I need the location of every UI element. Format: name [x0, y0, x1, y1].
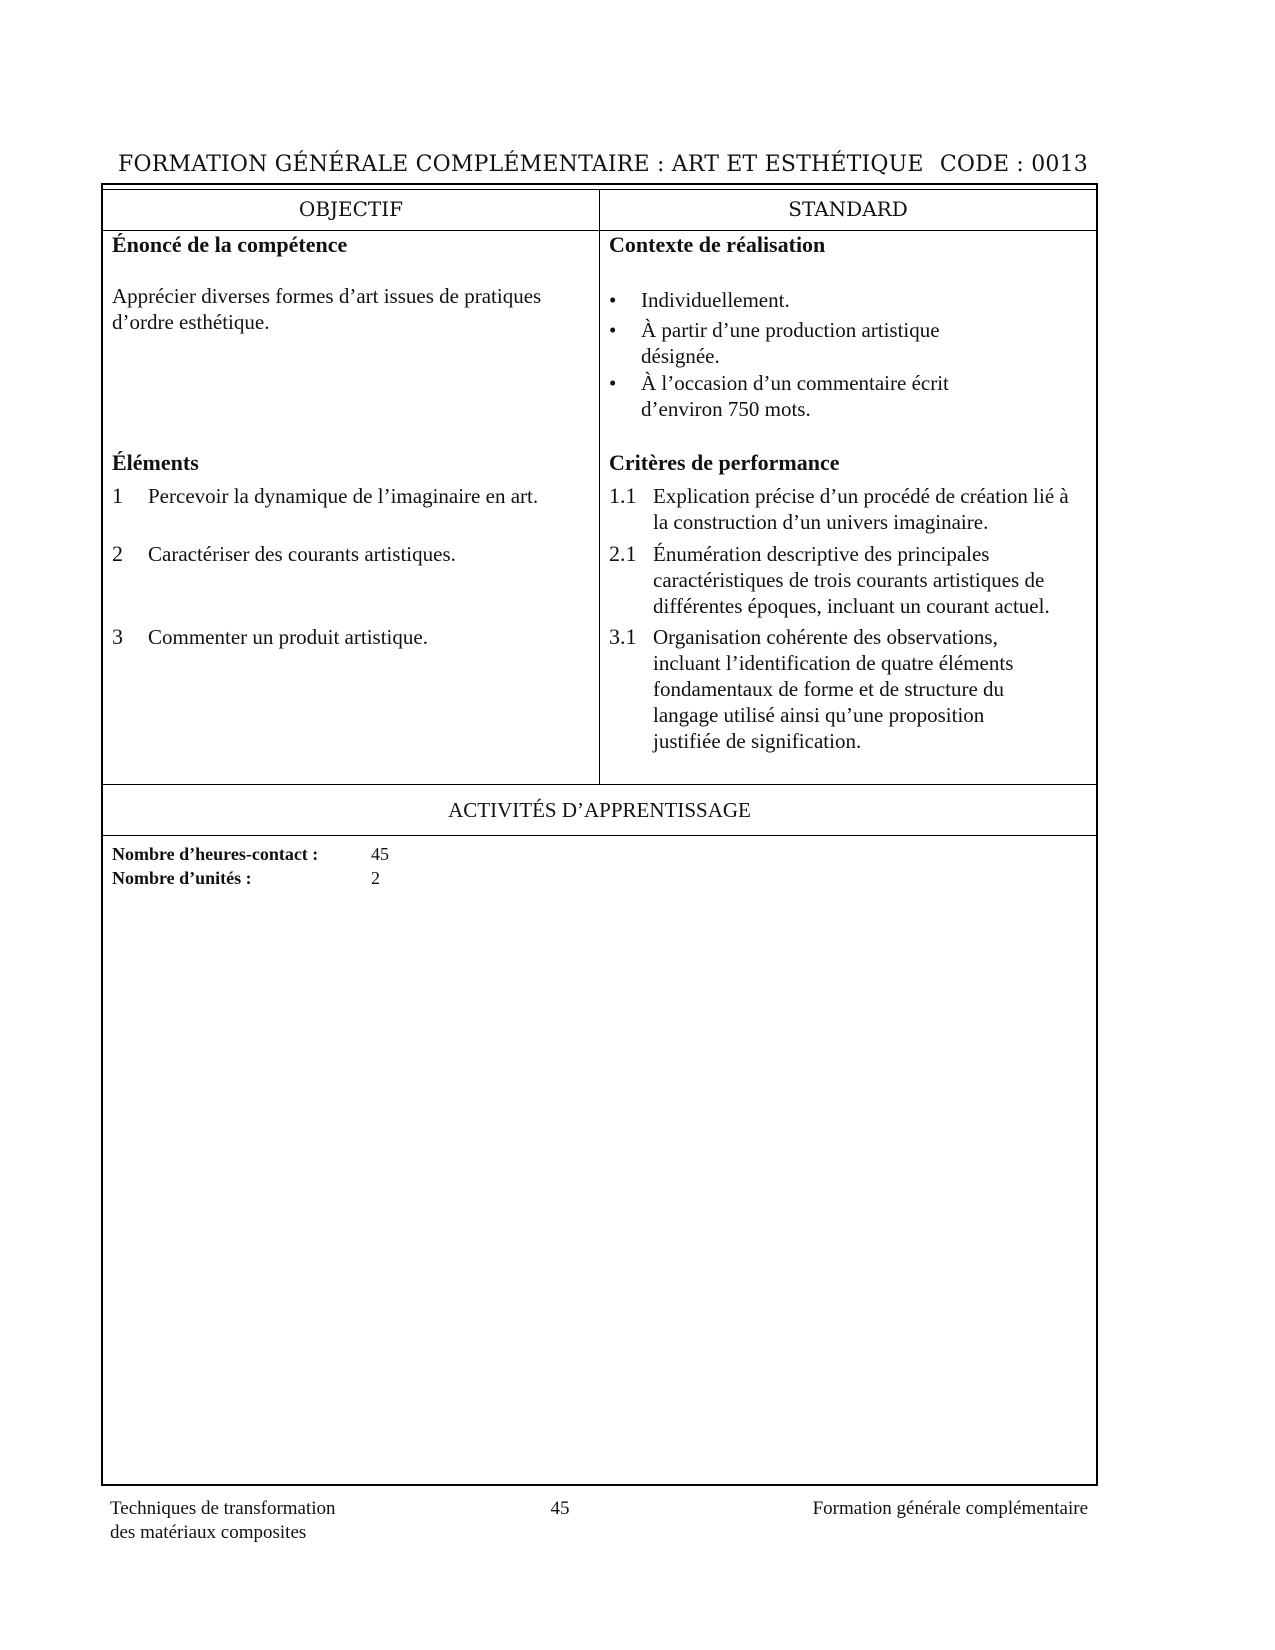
- page-number: 45: [550, 1498, 570, 1519]
- competency-table: [101, 183, 1098, 1486]
- elements-heading: Éléments: [112, 450, 199, 475]
- footer-program-line1: Techniques de transformation: [110, 1498, 336, 1519]
- course-code: CODE : 0013: [939, 152, 1088, 177]
- critere-text: Organisation cohérente des observations, incluant l’identification de quatre éléments fondamentaux de forme et de structure du langage utilisé ainsi qu’une proposition justifiée de signification.: [653, 625, 1014, 753]
- enonce-heading: Énoncé de la compétence: [112, 232, 348, 257]
- activites-heading: ACTIVITÉS D’APPRENTISSAGE: [448, 798, 751, 822]
- activites-bottom-rule: [103, 835, 1096, 836]
- footer-left: [110, 1497, 336, 1545]
- column-divider: [599, 189, 600, 784]
- contexte-item: • À partir d’une production artistique désignée.: [609, 318, 940, 368]
- critere-number: 3.1: [609, 624, 637, 649]
- unites-label: Nombre d’unités :: [112, 868, 252, 888]
- criteres-heading: Critères de performance: [609, 450, 840, 475]
- contexte-item: • À l’occasion d’un commentaire écrit d’environ 750 mots.: [609, 371, 949, 421]
- page-title: FORMATION GÉNÉRALE COMPLÉMENTAIRE : ART ET ESTHÉTIQUE: [118, 152, 924, 177]
- contexte-item: • Individuellement.: [609, 288, 790, 312]
- column-header-standard: STANDARD: [788, 197, 908, 221]
- enonce-text: Apprécier diverses formes d’art issues de pratiques d’ordre esthétique.: [112, 284, 542, 334]
- element-text: Caractériser des courants artistiques.: [148, 542, 456, 566]
- bullet-icon: •: [609, 288, 617, 312]
- footer-right: Formation générale complémentaire: [812, 1498, 1088, 1519]
- critere-number: 1.1: [609, 483, 637, 508]
- critere-text: Énumération descriptive des principales caractéristiques de trois courants artistiques de différentes époques, incluant un courant actuel.: [653, 542, 1050, 618]
- critere-text: Explication précise d’un procédé de création lié à la construction d’un univers imaginaire.: [653, 484, 1069, 534]
- bullet-icon: •: [609, 318, 617, 342]
- footer-program-line2: des matériaux composites: [110, 1522, 307, 1543]
- heures-value: 45: [371, 844, 389, 864]
- contexte-heading: Contexte de réalisation: [609, 232, 826, 257]
- critere-number: 2.1: [609, 541, 637, 566]
- element-number: 1: [112, 483, 123, 508]
- column-header-objectif: OBJECTIF: [298, 197, 404, 221]
- element-number: 3: [112, 624, 123, 649]
- unites-value: 2: [371, 868, 380, 888]
- heures-label: Nombre d’heures-contact :: [112, 844, 319, 864]
- element-text: Commenter un produit artistique.: [148, 625, 428, 649]
- page-header: [118, 152, 1088, 177]
- element-text: Percevoir la dynamique de l’imaginaire en art.: [148, 484, 539, 508]
- element-number: 2: [112, 541, 123, 566]
- bullet-icon: •: [609, 371, 617, 395]
